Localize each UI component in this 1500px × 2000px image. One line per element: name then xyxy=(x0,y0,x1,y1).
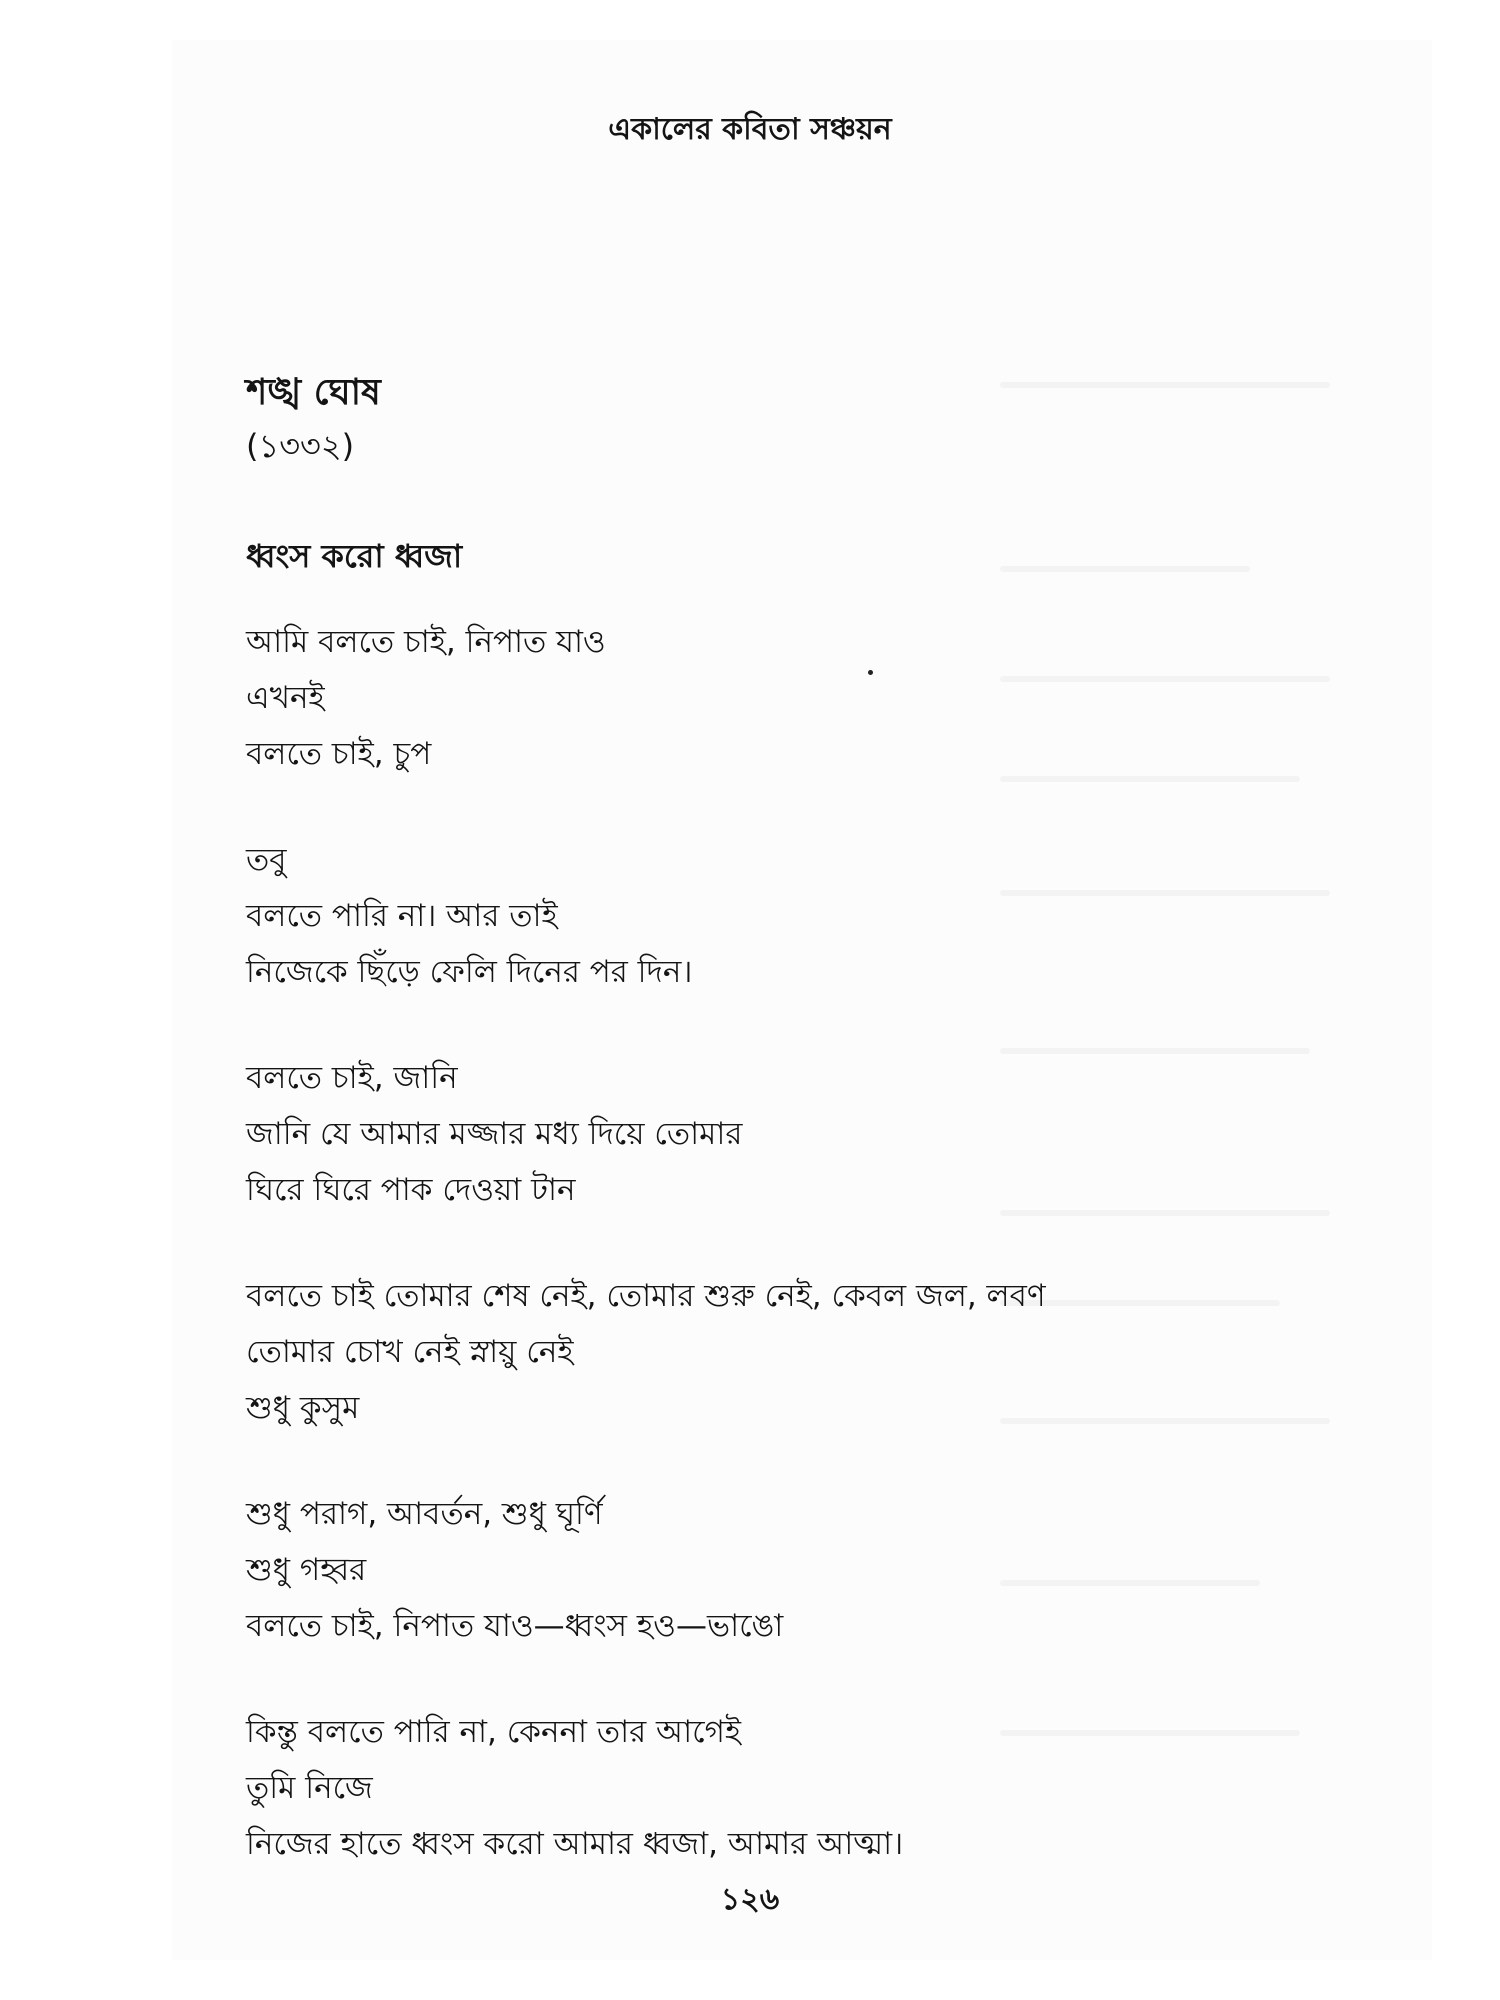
poem-block xyxy=(246,370,1246,1872)
poem-line: জানি যে আমার মজ্জার মধ্য দিয়ে তোমার xyxy=(246,1116,743,1152)
poem-line: বলতে চাই, নিপাত যাও—ধ্বংস হও—ভাঙো xyxy=(246,1608,784,1644)
poem-line: বলতে চাই, জানি xyxy=(246,1060,458,1096)
poem-line: এখনই xyxy=(246,680,325,716)
stanza xyxy=(246,832,1246,1000)
poem-line: তোমার চোখ নেই স্নায়ু নেই xyxy=(246,1334,574,1370)
poem-line: নিজেকে ছিঁড়ে ফেলি দিনের পর দিন। xyxy=(246,954,693,990)
stanza xyxy=(246,1050,1246,1218)
poem-line: কিন্তু বলতে পারি না, কেননা তার আগেই xyxy=(246,1714,742,1750)
poem-line: বলতে পারি না। আর তাই xyxy=(246,898,558,934)
poem-line: তুমি নিজে xyxy=(246,1770,373,1806)
poet-name: শঙ্খ ঘোষ xyxy=(246,372,381,413)
poem-line: বলতে চাই তোমার শেষ নেই, তোমার শুরু নেই, কেবল জল, লবণ xyxy=(246,1278,1046,1314)
stanza xyxy=(246,1268,1246,1436)
poem-line: শুধু কুসুম xyxy=(246,1390,360,1426)
poem-line: ঘিরে ঘিরে পাক দেওয়া টান xyxy=(246,1172,576,1208)
page-number: ১২৬ xyxy=(720,1882,780,1917)
poem-line: নিজের হাতে ধ্বংস করো আমার ধ্বজা, আমার আত্মা। xyxy=(246,1826,904,1862)
running-head: একালের কবিতা সঞ্চয়ন xyxy=(608,112,892,147)
poem-line: তবু xyxy=(246,842,287,878)
poet-birth-year: (১৩৩২) xyxy=(246,427,355,465)
stanza xyxy=(246,1486,1246,1654)
stanza xyxy=(246,1704,1246,1872)
poem-line: শুধু গহ্বর xyxy=(246,1552,367,1588)
poem-line: শুধু পরাগ, আবর্তন, শুধু ঘূর্ণি xyxy=(246,1496,603,1532)
poem-line: বলতে চাই, চুপ xyxy=(246,736,432,772)
stanza xyxy=(246,614,1246,782)
poem-title: ধ্বংস করো ধ্বজা xyxy=(246,537,463,575)
poem-line: আমি বলতে চাই, নিপাত যাও xyxy=(246,624,606,660)
